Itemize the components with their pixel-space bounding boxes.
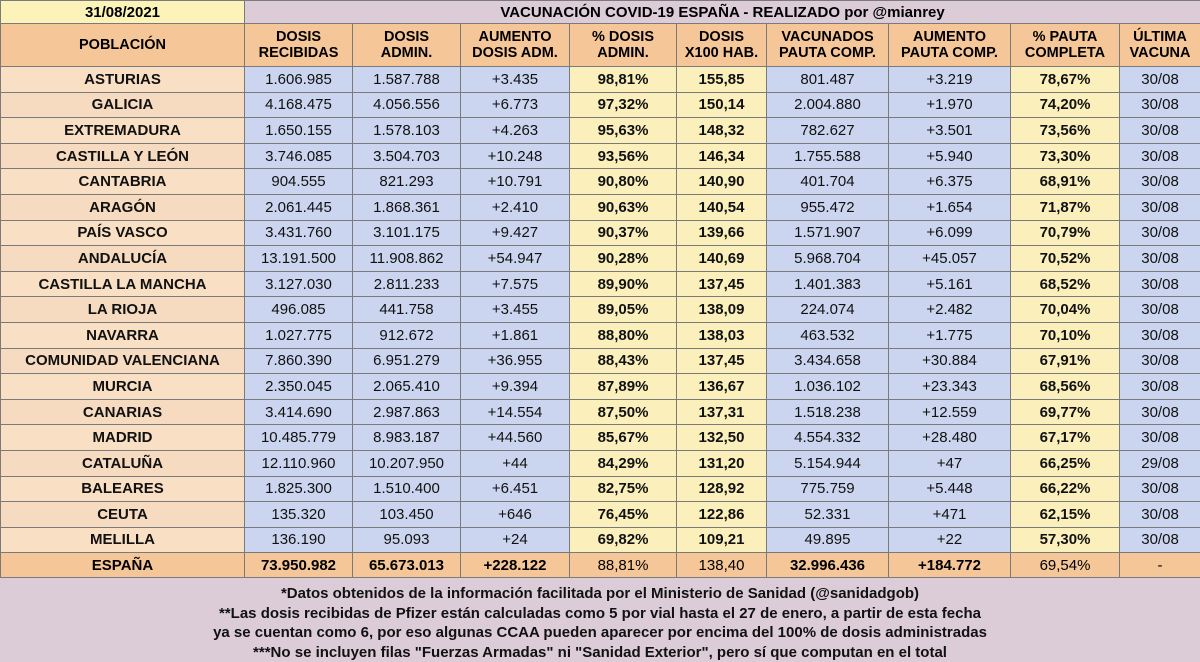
cell-dosis-x100-hab: 140,54 bbox=[677, 194, 767, 220]
cell-dosis-admin: 1.868.361 bbox=[353, 194, 461, 220]
total-aumento-pauta-comp: +184.772 bbox=[889, 553, 1011, 578]
cell-aumento-pauta-comp: +1.970 bbox=[889, 92, 1011, 118]
cell-pct-dosis-admin: 85,67% bbox=[570, 425, 677, 451]
header-poblacion bbox=[1, 24, 245, 67]
cell-dosis-admin: 3.101.175 bbox=[353, 220, 461, 246]
cell-dosis-recibidas: 136.190 bbox=[245, 527, 353, 553]
cell-vacunados-pauta-comp: 5.968.704 bbox=[767, 246, 889, 272]
footnote-line: ya se cuentan como 6, por eso algunas CCAA pueden aparecer por encima del 100% de dosis administradas bbox=[0, 623, 1200, 643]
header-dosis-x100-hab bbox=[677, 24, 767, 67]
cell-dosis-x100-hab: 140,90 bbox=[677, 169, 767, 195]
cell-pct-pauta-completa: 70,04% bbox=[1011, 297, 1120, 323]
header-line: AUMENTO bbox=[889, 29, 1010, 45]
cell-pct-pauta-completa: 71,87% bbox=[1011, 194, 1120, 220]
header-line: DOSIS bbox=[245, 29, 352, 45]
cell-dosis-admin: 821.293 bbox=[353, 169, 461, 195]
cell-poblacion: CATALUÑA bbox=[1, 450, 245, 476]
header-vacunados-pauta-comp bbox=[767, 24, 889, 67]
table-row bbox=[1, 348, 1200, 374]
cell-dosis-x100-hab: 132,50 bbox=[677, 425, 767, 451]
cell-aumento-pauta-comp: +6.099 bbox=[889, 220, 1011, 246]
cell-aumento-pauta-comp: +1.654 bbox=[889, 194, 1011, 220]
header-line: X100 HAB. bbox=[677, 45, 766, 61]
cell-pct-dosis-admin: 90,28% bbox=[570, 246, 677, 272]
cell-dosis-x100-hab: 131,20 bbox=[677, 450, 767, 476]
cell-dosis-recibidas: 3.746.085 bbox=[245, 143, 353, 169]
cell-poblacion: LA RIOJA bbox=[1, 297, 245, 323]
header-dosis-recibidas bbox=[245, 24, 353, 67]
cell-dosis-recibidas: 3.414.690 bbox=[245, 399, 353, 425]
cell-poblacion: ARAGÓN bbox=[1, 194, 245, 220]
cell-aumento-dosis-adm: +1.861 bbox=[461, 322, 570, 348]
cell-vacunados-pauta-comp: 463.532 bbox=[767, 322, 889, 348]
cell-poblacion: CASTILLA Y LEÓN bbox=[1, 143, 245, 169]
cell-vacunados-pauta-comp: 1.401.383 bbox=[767, 271, 889, 297]
cell-pct-dosis-admin: 90,63% bbox=[570, 194, 677, 220]
cell-dosis-admin: 11.908.862 bbox=[353, 246, 461, 272]
cell-dosis-admin: 8.983.187 bbox=[353, 425, 461, 451]
cell-vacunados-pauta-comp: 775.759 bbox=[767, 476, 889, 502]
cell-pct-dosis-admin: 84,29% bbox=[570, 450, 677, 476]
table-row bbox=[1, 271, 1200, 297]
cell-poblacion: MADRID bbox=[1, 425, 245, 451]
cell-aumento-pauta-comp: +12.559 bbox=[889, 399, 1011, 425]
cell-pct-pauta-completa: 73,56% bbox=[1011, 118, 1120, 144]
cell-vacunados-pauta-comp: 52.331 bbox=[767, 502, 889, 528]
cell-aumento-pauta-comp: +6.375 bbox=[889, 169, 1011, 195]
cell-aumento-dosis-adm: +3.455 bbox=[461, 297, 570, 323]
cell-vacunados-pauta-comp: 49.895 bbox=[767, 527, 889, 553]
cell-pct-dosis-admin: 69,82% bbox=[570, 527, 677, 553]
cell-pct-pauta-completa: 67,17% bbox=[1011, 425, 1120, 451]
cell-ultima-vacuna: 29/08 bbox=[1120, 450, 1200, 476]
header-line: % DOSIS bbox=[570, 29, 676, 45]
cell-aumento-pauta-comp: +5.161 bbox=[889, 271, 1011, 297]
cell-pct-dosis-admin: 93,56% bbox=[570, 143, 677, 169]
table-row bbox=[1, 425, 1200, 451]
cell-pct-pauta-completa: 70,52% bbox=[1011, 246, 1120, 272]
report-title: VACUNACIÓN COVID-19 ESPAÑA - REALIZADO por @mianrey bbox=[245, 1, 1200, 24]
header-line: ADMIN. bbox=[570, 45, 676, 61]
cell-ultima-vacuna: 30/08 bbox=[1120, 374, 1200, 400]
cell-dosis-admin: 1.578.103 bbox=[353, 118, 461, 144]
header-ultima-vacuna bbox=[1120, 24, 1200, 67]
cell-dosis-recibidas: 1.027.775 bbox=[245, 322, 353, 348]
table-row bbox=[1, 118, 1200, 144]
header-line: POBLACIÓN bbox=[1, 37, 244, 53]
cell-dosis-recibidas: 1.650.155 bbox=[245, 118, 353, 144]
cell-aumento-pauta-comp: +3.501 bbox=[889, 118, 1011, 144]
cell-aumento-pauta-comp: +23.343 bbox=[889, 374, 1011, 400]
cell-poblacion: BALEARES bbox=[1, 476, 245, 502]
cell-pct-dosis-admin: 87,89% bbox=[570, 374, 677, 400]
cell-dosis-admin: 2.987.863 bbox=[353, 399, 461, 425]
cell-aumento-dosis-adm: +44.560 bbox=[461, 425, 570, 451]
table-row bbox=[1, 322, 1200, 348]
header-aumento-dosis-adm bbox=[461, 24, 570, 67]
cell-vacunados-pauta-comp: 3.434.658 bbox=[767, 348, 889, 374]
cell-dosis-x100-hab: 146,34 bbox=[677, 143, 767, 169]
cell-pct-pauta-completa: 66,22% bbox=[1011, 476, 1120, 502]
header-line: VACUNADOS bbox=[767, 29, 888, 45]
cell-pct-dosis-admin: 98,81% bbox=[570, 67, 677, 93]
cell-aumento-pauta-comp: +28.480 bbox=[889, 425, 1011, 451]
cell-dosis-admin: 103.450 bbox=[353, 502, 461, 528]
cell-pct-dosis-admin: 90,37% bbox=[570, 220, 677, 246]
total-pct-dosis-admin: 88,81% bbox=[570, 553, 677, 578]
cell-aumento-dosis-adm: +2.410 bbox=[461, 194, 570, 220]
cell-dosis-x100-hab: 122,86 bbox=[677, 502, 767, 528]
header-pct-dosis-admin bbox=[570, 24, 677, 67]
cell-aumento-pauta-comp: +2.482 bbox=[889, 297, 1011, 323]
cell-pct-dosis-admin: 97,32% bbox=[570, 92, 677, 118]
total-dosis-admin: 65.673.013 bbox=[353, 553, 461, 578]
cell-ultima-vacuna: 30/08 bbox=[1120, 425, 1200, 451]
cell-dosis-x100-hab: 140,69 bbox=[677, 246, 767, 272]
cell-aumento-pauta-comp: +471 bbox=[889, 502, 1011, 528]
cell-dosis-recibidas: 2.061.445 bbox=[245, 194, 353, 220]
footnotes bbox=[0, 578, 1200, 662]
header-line: RECIBIDAS bbox=[245, 45, 352, 61]
cell-dosis-admin: 1.510.400 bbox=[353, 476, 461, 502]
cell-pct-pauta-completa: 67,91% bbox=[1011, 348, 1120, 374]
table-row bbox=[1, 220, 1200, 246]
cell-dosis-recibidas: 4.168.475 bbox=[245, 92, 353, 118]
cell-vacunados-pauta-comp: 1.571.907 bbox=[767, 220, 889, 246]
cell-dosis-x100-hab: 139,66 bbox=[677, 220, 767, 246]
header-line: AUMENTO bbox=[461, 29, 569, 45]
cell-poblacion: PAÍS VASCO bbox=[1, 220, 245, 246]
cell-pct-pauta-completa: 57,30% bbox=[1011, 527, 1120, 553]
table-row bbox=[1, 476, 1200, 502]
total-vacunados-pauta-comp: 32.996.436 bbox=[767, 553, 889, 578]
cell-pct-pauta-completa: 68,52% bbox=[1011, 271, 1120, 297]
cell-poblacion: CANTABRIA bbox=[1, 169, 245, 195]
cell-vacunados-pauta-comp: 1.036.102 bbox=[767, 374, 889, 400]
cell-aumento-dosis-adm: +10.248 bbox=[461, 143, 570, 169]
cell-dosis-recibidas: 7.860.390 bbox=[245, 348, 353, 374]
cell-ultima-vacuna: 30/08 bbox=[1120, 271, 1200, 297]
cell-dosis-x100-hab: 109,21 bbox=[677, 527, 767, 553]
cell-aumento-pauta-comp: +5.448 bbox=[889, 476, 1011, 502]
header-pct-pauta-completa bbox=[1011, 24, 1120, 67]
cell-dosis-admin: 10.207.950 bbox=[353, 450, 461, 476]
cell-aumento-dosis-adm: +6.451 bbox=[461, 476, 570, 502]
footnote-line: **Las dosis recibidas de Pfizer están calculadas como 5 por vial hasta el 27 de enero, a partir de esta fecha bbox=[0, 604, 1200, 624]
cell-ultima-vacuna: 30/08 bbox=[1120, 297, 1200, 323]
cell-pct-dosis-admin: 89,90% bbox=[570, 271, 677, 297]
table-row bbox=[1, 297, 1200, 323]
cell-aumento-dosis-adm: +10.791 bbox=[461, 169, 570, 195]
cell-pct-pauta-completa: 68,56% bbox=[1011, 374, 1120, 400]
cell-dosis-x100-hab: 155,85 bbox=[677, 67, 767, 93]
cell-ultima-vacuna: 30/08 bbox=[1120, 220, 1200, 246]
total-aumento-dosis-adm: +228.122 bbox=[461, 553, 570, 578]
cell-vacunados-pauta-comp: 224.074 bbox=[767, 297, 889, 323]
cell-ultima-vacuna: 30/08 bbox=[1120, 194, 1200, 220]
cell-vacunados-pauta-comp: 1.518.238 bbox=[767, 399, 889, 425]
table-row bbox=[1, 374, 1200, 400]
table-row bbox=[1, 527, 1200, 553]
cell-vacunados-pauta-comp: 401.704 bbox=[767, 169, 889, 195]
cell-poblacion: ASTURIAS bbox=[1, 67, 245, 93]
cell-aumento-dosis-adm: +44 bbox=[461, 450, 570, 476]
cell-poblacion: COMUNIDAD VALENCIANA bbox=[1, 348, 245, 374]
cell-vacunados-pauta-comp: 782.627 bbox=[767, 118, 889, 144]
cell-pct-dosis-admin: 88,43% bbox=[570, 348, 677, 374]
cell-aumento-dosis-adm: +646 bbox=[461, 502, 570, 528]
cell-pct-dosis-admin: 82,75% bbox=[570, 476, 677, 502]
cell-ultima-vacuna: 30/08 bbox=[1120, 169, 1200, 195]
cell-pct-dosis-admin: 88,80% bbox=[570, 322, 677, 348]
cell-aumento-dosis-adm: +6.773 bbox=[461, 92, 570, 118]
cell-dosis-admin: 2.811.233 bbox=[353, 271, 461, 297]
cell-poblacion: ANDALUCÍA bbox=[1, 246, 245, 272]
cell-poblacion: GALICIA bbox=[1, 92, 245, 118]
total-row bbox=[1, 553, 1200, 578]
cell-poblacion: NAVARRA bbox=[1, 322, 245, 348]
cell-dosis-recibidas: 1.606.985 bbox=[245, 67, 353, 93]
cell-poblacion: MELILLA bbox=[1, 527, 245, 553]
cell-dosis-recibidas: 3.127.030 bbox=[245, 271, 353, 297]
cell-pct-pauta-completa: 70,10% bbox=[1011, 322, 1120, 348]
cell-dosis-recibidas: 2.350.045 bbox=[245, 374, 353, 400]
cell-aumento-dosis-adm: +7.575 bbox=[461, 271, 570, 297]
header-line: DOSIS bbox=[677, 29, 766, 45]
header-line: PAUTA COMP. bbox=[767, 45, 888, 61]
cell-ultima-vacuna: 30/08 bbox=[1120, 92, 1200, 118]
cell-poblacion: CEUTA bbox=[1, 502, 245, 528]
cell-dosis-recibidas: 13.191.500 bbox=[245, 246, 353, 272]
cell-poblacion: CANARIAS bbox=[1, 399, 245, 425]
table-row bbox=[1, 169, 1200, 195]
cell-pct-dosis-admin: 76,45% bbox=[570, 502, 677, 528]
cell-ultima-vacuna: 30/08 bbox=[1120, 348, 1200, 374]
cell-aumento-pauta-comp: +45.057 bbox=[889, 246, 1011, 272]
cell-aumento-dosis-adm: +9.394 bbox=[461, 374, 570, 400]
cell-pct-pauta-completa: 62,15% bbox=[1011, 502, 1120, 528]
cell-dosis-x100-hab: 137,31 bbox=[677, 399, 767, 425]
table-row bbox=[1, 502, 1200, 528]
table-row bbox=[1, 399, 1200, 425]
cell-dosis-admin: 1.587.788 bbox=[353, 67, 461, 93]
cell-ultima-vacuna: 30/08 bbox=[1120, 322, 1200, 348]
header-line: ÚLTIMA bbox=[1120, 29, 1200, 45]
cell-pct-dosis-admin: 89,05% bbox=[570, 297, 677, 323]
cell-dosis-admin: 912.672 bbox=[353, 322, 461, 348]
cell-pct-dosis-admin: 90,80% bbox=[570, 169, 677, 195]
header-line: PAUTA COMP. bbox=[889, 45, 1010, 61]
cell-pct-pauta-completa: 78,67% bbox=[1011, 67, 1120, 93]
header-line: ADMIN. bbox=[353, 45, 460, 61]
cell-dosis-x100-hab: 136,67 bbox=[677, 374, 767, 400]
cell-ultima-vacuna: 30/08 bbox=[1120, 246, 1200, 272]
total-dosis-recibidas: 73.950.982 bbox=[245, 553, 353, 578]
table-row bbox=[1, 194, 1200, 220]
cell-pct-dosis-admin: 87,50% bbox=[570, 399, 677, 425]
cell-aumento-dosis-adm: +3.435 bbox=[461, 67, 570, 93]
cell-dosis-admin: 3.504.703 bbox=[353, 143, 461, 169]
cell-aumento-pauta-comp: +5.940 bbox=[889, 143, 1011, 169]
cell-poblacion: EXTREMADURA bbox=[1, 118, 245, 144]
header-dosis-admin bbox=[353, 24, 461, 67]
cell-aumento-dosis-adm: +36.955 bbox=[461, 348, 570, 374]
header-line: % PAUTA bbox=[1011, 29, 1119, 45]
report-date: 31/08/2021 bbox=[1, 1, 245, 24]
table-row bbox=[1, 92, 1200, 118]
header-line: DOSIS ADM. bbox=[461, 45, 569, 61]
cell-poblacion: MURCIA bbox=[1, 374, 245, 400]
cell-pct-pauta-completa: 73,30% bbox=[1011, 143, 1120, 169]
cell-vacunados-pauta-comp: 5.154.944 bbox=[767, 450, 889, 476]
cell-aumento-dosis-adm: +24 bbox=[461, 527, 570, 553]
table-row bbox=[1, 450, 1200, 476]
cell-pct-pauta-completa: 68,91% bbox=[1011, 169, 1120, 195]
table-row bbox=[1, 143, 1200, 169]
header-aumento-pauta-comp bbox=[889, 24, 1011, 67]
cell-aumento-pauta-comp: +22 bbox=[889, 527, 1011, 553]
cell-aumento-dosis-adm: +4.263 bbox=[461, 118, 570, 144]
cell-dosis-admin: 6.951.279 bbox=[353, 348, 461, 374]
cell-dosis-x100-hab: 138,03 bbox=[677, 322, 767, 348]
cell-aumento-pauta-comp: +3.219 bbox=[889, 67, 1011, 93]
cell-dosis-recibidas: 12.110.960 bbox=[245, 450, 353, 476]
total-dosis-x100-hab: 138,40 bbox=[677, 553, 767, 578]
cell-aumento-dosis-adm: +9.427 bbox=[461, 220, 570, 246]
cell-dosis-x100-hab: 148,32 bbox=[677, 118, 767, 144]
cell-pct-dosis-admin: 95,63% bbox=[570, 118, 677, 144]
cell-ultima-vacuna: 30/08 bbox=[1120, 118, 1200, 144]
cell-ultima-vacuna: 30/08 bbox=[1120, 399, 1200, 425]
table-row bbox=[1, 67, 1200, 93]
cell-ultima-vacuna: 30/08 bbox=[1120, 527, 1200, 553]
cell-ultima-vacuna: 30/08 bbox=[1120, 143, 1200, 169]
cell-dosis-x100-hab: 137,45 bbox=[677, 348, 767, 374]
cell-dosis-x100-hab: 150,14 bbox=[677, 92, 767, 118]
cell-vacunados-pauta-comp: 4.554.332 bbox=[767, 425, 889, 451]
cell-pct-pauta-completa: 74,20% bbox=[1011, 92, 1120, 118]
cell-ultima-vacuna: 30/08 bbox=[1120, 67, 1200, 93]
cell-vacunados-pauta-comp: 2.004.880 bbox=[767, 92, 889, 118]
total-pct-pauta-completa: 69,54% bbox=[1011, 553, 1120, 578]
total-ultima-vacuna: - bbox=[1120, 553, 1200, 578]
cell-aumento-pauta-comp: +47 bbox=[889, 450, 1011, 476]
cell-dosis-recibidas: 135.320 bbox=[245, 502, 353, 528]
footnote-line: *Datos obtenidos de la información facilitada por el Ministerio de Sanidad (@sanidadgob) bbox=[0, 584, 1200, 604]
cell-ultima-vacuna: 30/08 bbox=[1120, 476, 1200, 502]
cell-aumento-dosis-adm: +14.554 bbox=[461, 399, 570, 425]
cell-pct-pauta-completa: 70,79% bbox=[1011, 220, 1120, 246]
cell-dosis-admin: 441.758 bbox=[353, 297, 461, 323]
cell-dosis-recibidas: 904.555 bbox=[245, 169, 353, 195]
header-line: VACUNA bbox=[1120, 45, 1200, 61]
cell-aumento-pauta-comp: +30.884 bbox=[889, 348, 1011, 374]
cell-vacunados-pauta-comp: 1.755.588 bbox=[767, 143, 889, 169]
cell-ultima-vacuna: 30/08 bbox=[1120, 502, 1200, 528]
total-poblacion: ESPAÑA bbox=[1, 553, 245, 578]
header-line: DOSIS bbox=[353, 29, 460, 45]
cell-dosis-x100-hab: 138,09 bbox=[677, 297, 767, 323]
table-row bbox=[1, 246, 1200, 272]
cell-pct-pauta-completa: 66,25% bbox=[1011, 450, 1120, 476]
cell-dosis-x100-hab: 137,45 bbox=[677, 271, 767, 297]
cell-dosis-recibidas: 3.431.760 bbox=[245, 220, 353, 246]
column-header-row bbox=[1, 24, 1200, 67]
header-line: COMPLETA bbox=[1011, 45, 1119, 61]
cell-dosis-recibidas: 1.825.300 bbox=[245, 476, 353, 502]
cell-pct-pauta-completa: 69,77% bbox=[1011, 399, 1120, 425]
footnote-line: ***No se incluyen filas "Fuerzas Armadas" ni "Sanidad Exterior", pero sí que computan en el total bbox=[0, 643, 1200, 662]
cell-dosis-admin: 2.065.410 bbox=[353, 374, 461, 400]
cell-dosis-x100-hab: 128,92 bbox=[677, 476, 767, 502]
cell-dosis-recibidas: 10.485.779 bbox=[245, 425, 353, 451]
cell-aumento-pauta-comp: +1.775 bbox=[889, 322, 1011, 348]
cell-poblacion: CASTILLA LA MANCHA bbox=[1, 271, 245, 297]
cell-vacunados-pauta-comp: 955.472 bbox=[767, 194, 889, 220]
cell-dosis-admin: 95.093 bbox=[353, 527, 461, 553]
cell-vacunados-pauta-comp: 801.487 bbox=[767, 67, 889, 93]
cell-aumento-dosis-adm: +54.947 bbox=[461, 246, 570, 272]
cell-dosis-admin: 4.056.556 bbox=[353, 92, 461, 118]
cell-dosis-recibidas: 496.085 bbox=[245, 297, 353, 323]
